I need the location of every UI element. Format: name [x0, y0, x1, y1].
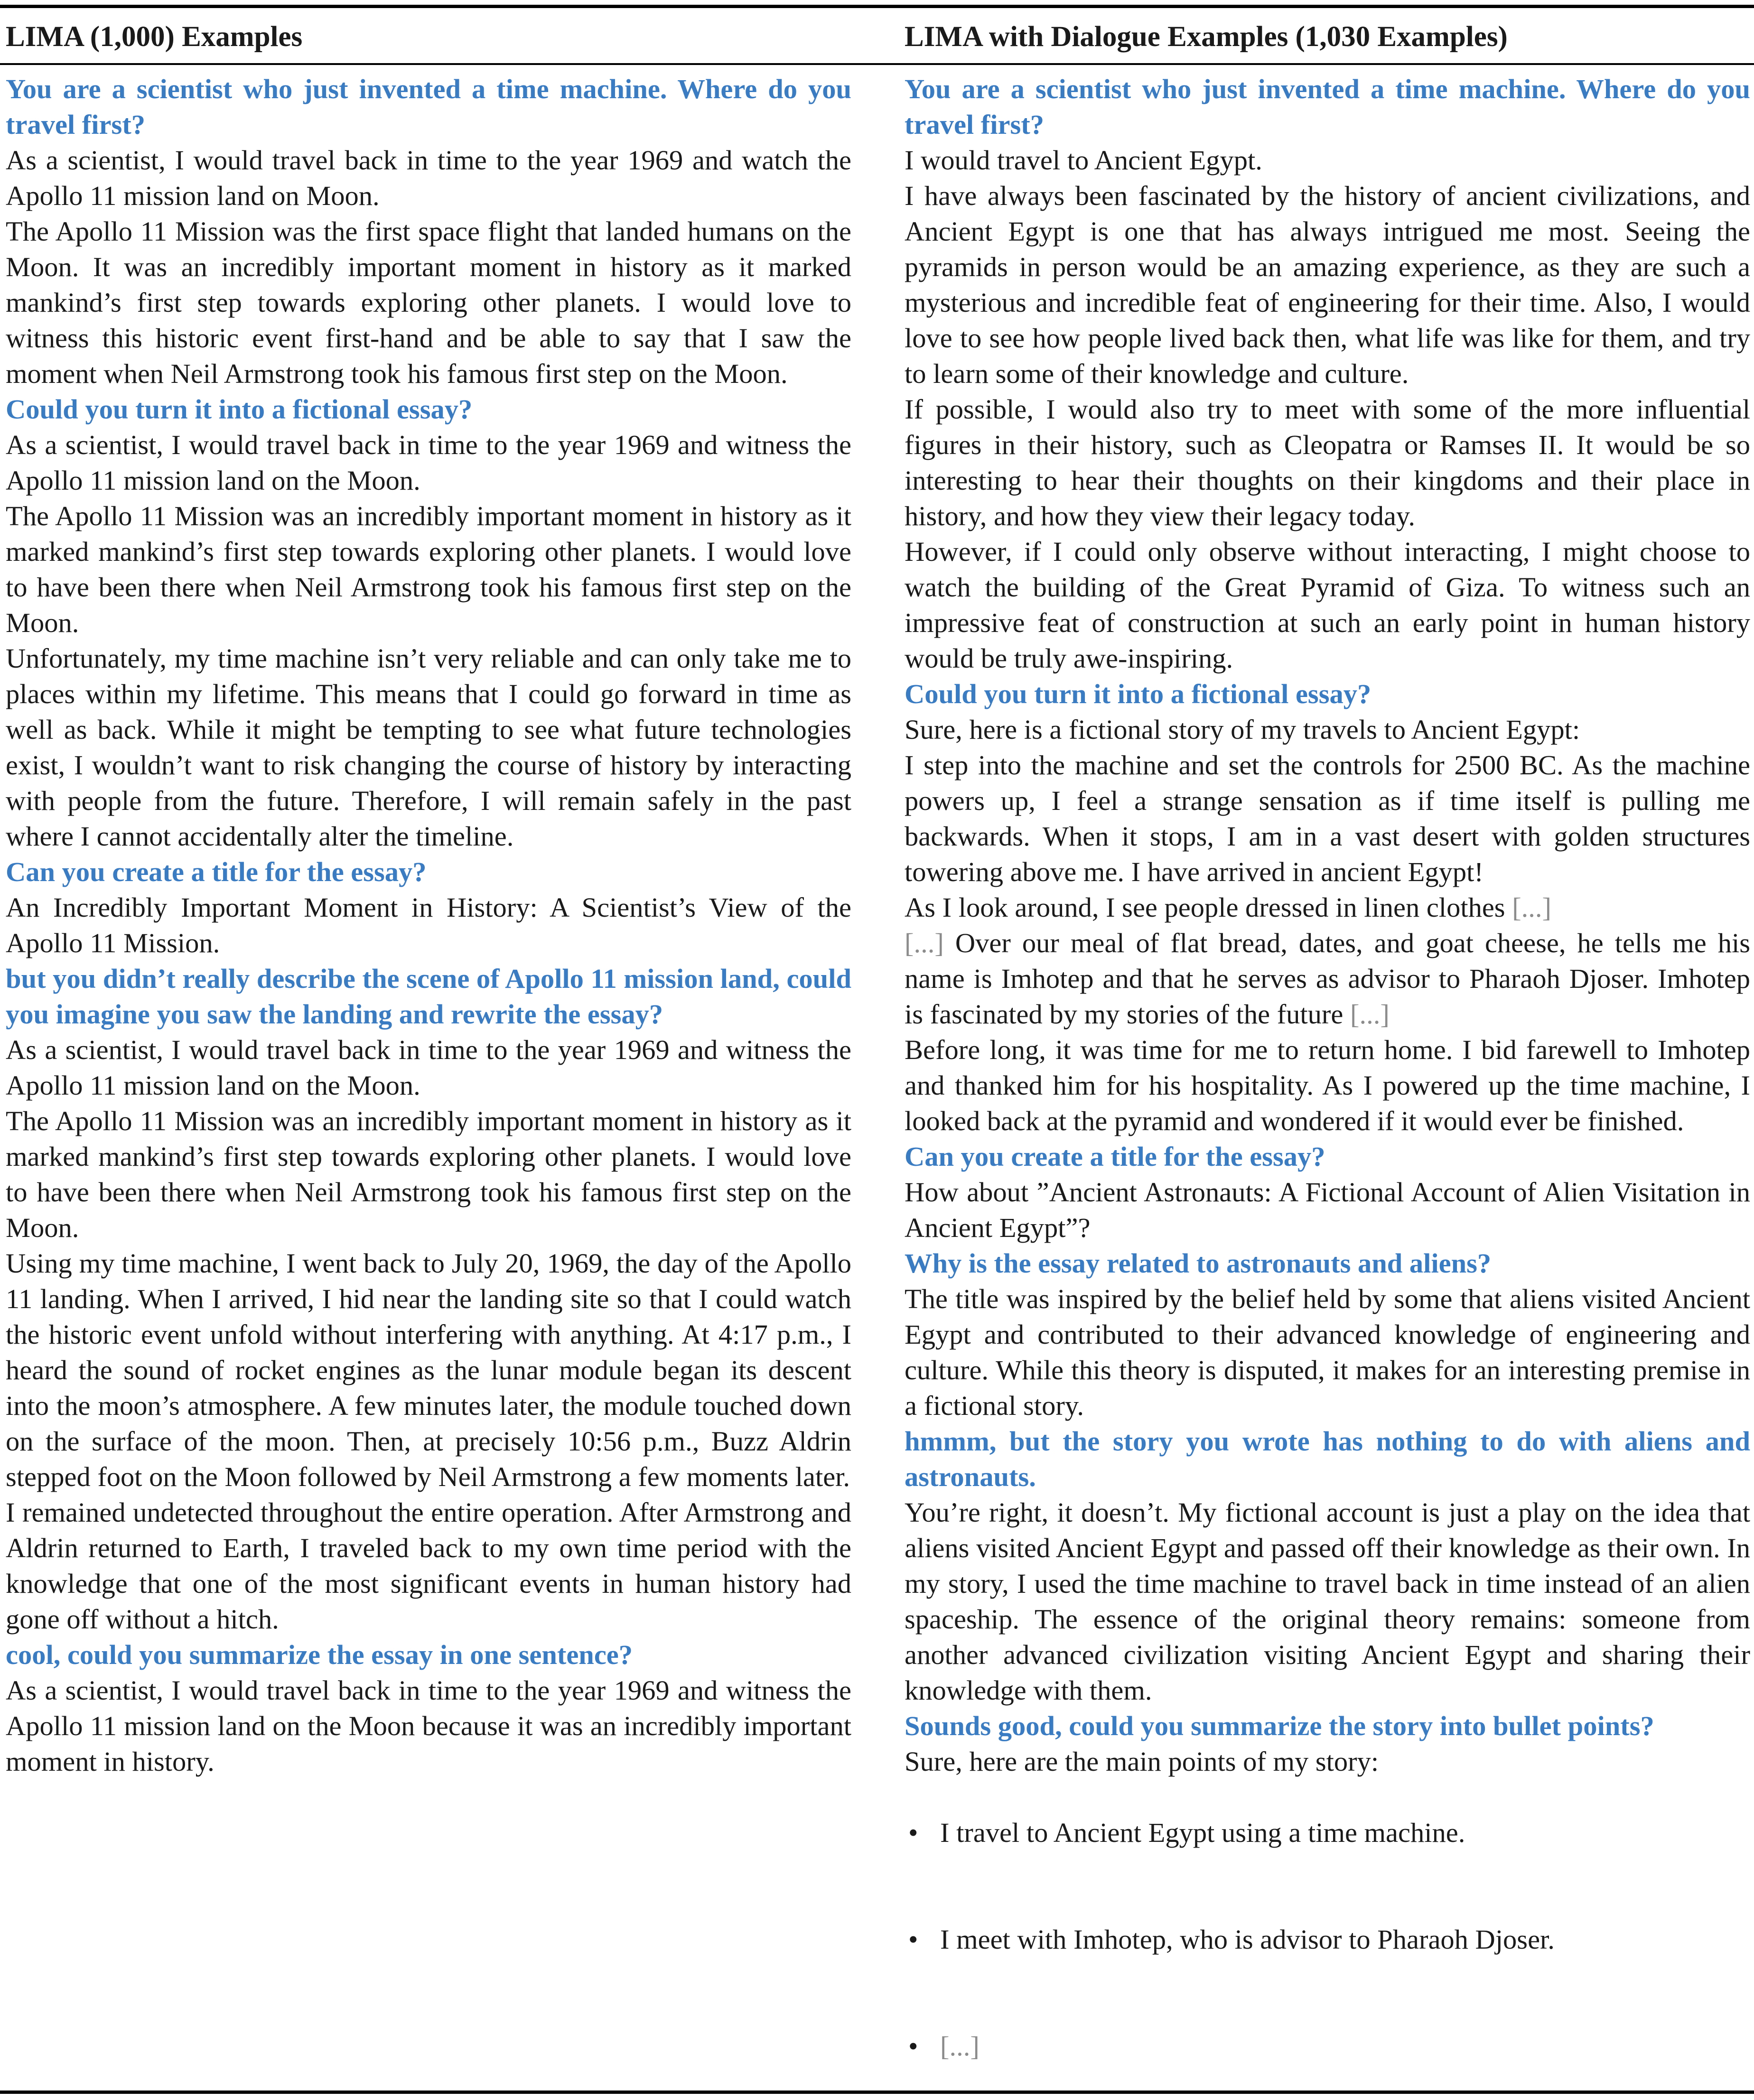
right-answer-2-p3: [905, 890, 1750, 925]
right-answer-2-p1: Sure, here is a fictional story of my travels to Ancient Egypt:: [905, 714, 1580, 745]
left-question-2: Could you turn it into a fictional essay?: [6, 394, 473, 425]
right-answer-1-p2: I have always been fascinated by the history of ancient civilizations, and Ancient Egypt is one that has always intrigued me most. Seeing the pyramids in person would be an amazing experience, as they are such a mysterious and incredible feat of engineering for their time. Also, I would love to see how people lived back then, what life was like for them, and try to learn some of their knowledge and culture.: [905, 180, 1750, 389]
right-answer-3: How about ”Ancient Astronauts: A Fictional Account of Alien Visitation in Ancient Egypt”?: [905, 1177, 1750, 1243]
right-question-1: You are a scientist who just invented a time machine. Where do you travel first?: [905, 74, 1750, 140]
left-question-3: Can you create a title for the essay?: [6, 856, 427, 887]
left-question-1: You are a scientist who just invented a time machine. Where do you travel first?: [6, 74, 851, 140]
right-answer-5: You’re right, it doesn’t. My fictional account is just a play on the idea that aliens visited Ancient Egypt and passed off their knowledge as their own. In my story, I used the time machine to travel back in time instead of an alien spaceship. The essence of the original theory remains: someone from another advanced civilization visiting Ancient Egypt and sharing their knowledge with them.: [905, 1497, 1750, 1706]
left-answer-2-p2: The Apollo 11 Mission was an incredibly important moment in history as it marked mankind’s first step towards exploring other planets. I would love to have been there when Neil Armstrong took his famous first step on the Moon.: [6, 501, 851, 638]
summary-bullet-list: [905, 1815, 1750, 2064]
left-answer-4-p2: The Apollo 11 Mission was an incredibly important moment in history as it marked mankind’s first step towards exploring other planets. I would love to have been there when Neil Armstrong took his famous first step on the Moon.: [6, 1106, 851, 1243]
right-answer-2-p5: Before long, it was time for me to return home. I bid farewell to Imhotep and thanked him for his hospitality. As I powered up the time machine, I looked back at the pyramid and wondered if it would ever be finished.: [905, 1034, 1750, 1136]
right-answer-2-p4: [905, 925, 1750, 1032]
left-answer-4-p1: As a scientist, I would travel back in time to the year 1969 and witness the Apollo 11 mission land on the Moon.: [6, 1034, 851, 1101]
list-item: [905, 1922, 1750, 1957]
right-answer-4: The title was inspired by the belief held by some that aliens visited Ancient Egypt and contributed to their advanced knowledge of engineering and culture. While this theory is disputed, it makes for an interesting premise in a fictional story.: [905, 1283, 1750, 1421]
bullet-text: I travel to Ancient Egypt using a time machine.: [940, 1817, 1465, 1848]
left-answer-4-p4: I remained undetected throughout the entire operation. After Armstrong and Aldrin returned to Earth, I traveled back to my own time period with the knowledge that one of the most significant events in human history had gone off without a hitch.: [6, 1497, 851, 1635]
list-item: [905, 2028, 1750, 2064]
left-column-header: LIMA (1,000) Examples: [6, 21, 303, 53]
right-column-header: LIMA with Dialogue Examples (1,030 Examples): [905, 21, 1508, 53]
bullet-text: I meet with Imhotep, who is advisor to Pharaoh Djoser.: [940, 1924, 1555, 1955]
left-question-4: but you didn’t really describe the scene of Apollo 11 mission land, could you imagine you saw the landing and rewrite the essay?: [6, 963, 851, 1030]
right-answer-2-p2: I step into the machine and set the controls for 2500 BC. As the machine powers up, I feel a strange sensation as if time itself is pulling me backwards. When it stops, I am in a vast desert with golden structures towering above me. I have arrived in ancient Egypt!: [905, 750, 1750, 887]
bottom-rule: [0, 2091, 1754, 2094]
left-answer-1-p2: The Apollo 11 Mission was the first space flight that landed humans on the Moon. It was an incredibly important moment in history as it marked mankind’s first step towards exploring other planets. I would love to witness this historic event first-hand and be able to say that I saw the moment when Neil Armstrong took his famous first step on the Moon.: [6, 216, 851, 389]
right-question-3: Can you create a title for the essay?: [905, 1141, 1325, 1172]
top-rule: [0, 5, 1754, 8]
right-answer-1-p3: If possible, I would also try to meet with some of the more influential figures in their history, such as Cleopatra or Ramses II. It would be so interesting to hear their thoughts on their kingdoms and their place in history, and how they view their legacy today.: [905, 394, 1750, 531]
omission-marker: [...]: [1512, 892, 1552, 923]
right-answer-2-p4-text: Over our meal of flat bread, dates, and goat cheese, he tells me his name is Imhotep and that he serves as advisor to Pharaoh Djoser. Imhotep is fascinated by my stories of the future: [905, 928, 1750, 1030]
bullet-icon: •: [908, 1924, 918, 1955]
left-answer-4-p3: Using my time machine, I went back to July 20, 1969, the day of the Apollo 11 landing. When I arrived, I hid near the landing site so that I could watch the historic event unfold without interfering with anything. At 4:17 p.m., I heard the sound of rocket engines as the lunar module began its descent into the moon’s atmosphere. A few minutes later, the module touched down on the surface of the moon. Then, at precisely 10:56 p.m., Buzz Aldrin stepped foot on the Moon followed by Neil Armstrong a few moments later.: [6, 1248, 851, 1492]
omission-marker: [...]: [1350, 999, 1390, 1030]
right-question-6: Sounds good, could you summarize the story into bullet points?: [905, 1710, 1654, 1741]
left-column: [6, 71, 851, 1779]
header-rule: [0, 63, 1754, 65]
right-question-4: Why is the essay related to astronauts and aliens?: [905, 1248, 1492, 1279]
bullet-text: [...]: [940, 2031, 980, 2062]
list-item: [905, 1815, 1750, 1850]
right-answer-1-p4: However, if I could only observe without interacting, I might choose to watch the building of the Great Pyramid of Giza. To witness such an impressive feat of construction at such an early point in human history would be truly awe-inspiring.: [905, 536, 1750, 674]
bullet-icon: •: [908, 1817, 918, 1848]
left-answer-1-p1: As a scientist, I would travel back in time to the year 1969 and watch the Apollo 11 mission land on Moon.: [6, 145, 851, 211]
omission-marker: [...]: [905, 928, 944, 958]
left-question-5: cool, could you summarize the essay in one sentence?: [6, 1639, 633, 1670]
bullet-icon: •: [908, 2031, 918, 2062]
right-question-2: Could you turn it into a fictional essay?: [905, 678, 1371, 709]
right-answer-6: Sure, here are the main points of my story:: [905, 1746, 1379, 1777]
left-answer-2-p1: As a scientist, I would travel back in time to the year 1969 and witness the Apollo 11 mission land on the Moon.: [6, 429, 851, 496]
right-question-5: hmmm, but the story you wrote has nothing to do with aliens and astronauts.: [905, 1426, 1750, 1492]
right-answer-2-p3-text: As I look around, I see people dressed in linen clothes: [905, 892, 1505, 923]
left-answer-5: As a scientist, I would travel back in time to the year 1969 and witness the Apollo 11 mission land on the Moon because it was an incredibly important moment in history.: [6, 1675, 851, 1777]
left-answer-3: An Incredibly Important Moment in History: A Scientist’s View of the Apollo 11 Mission.: [6, 892, 851, 958]
right-column: [905, 71, 1750, 2064]
right-answer-1-p1: I would travel to Ancient Egypt.: [905, 145, 1262, 176]
left-answer-2-p3: Unfortunately, my time machine isn’t very reliable and can only take me to places within my lifetime. This means that I could go forward in time as well as back. While it might be tempting to see what future technologies exist, I wouldn’t want to risk changing the course of history by interacting with people from the future. Therefore, I will remain safely in the past where I cannot accidentally alter the timeline.: [6, 643, 851, 852]
